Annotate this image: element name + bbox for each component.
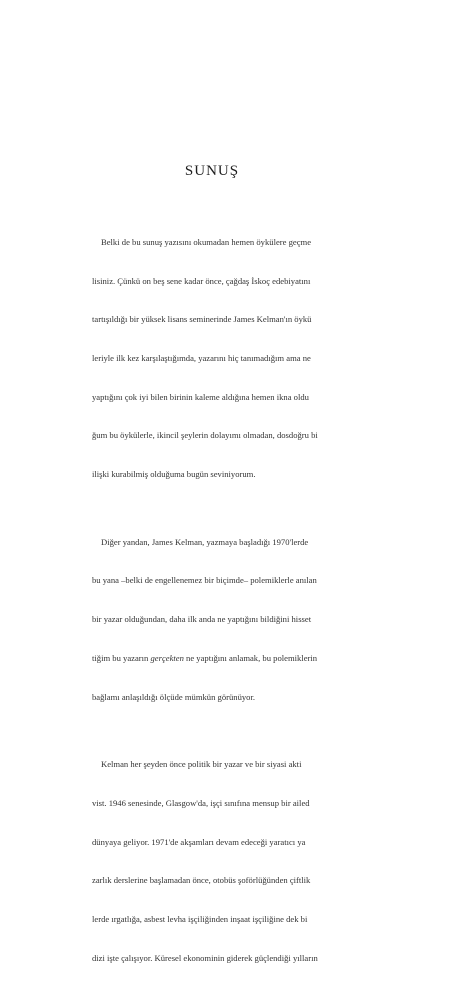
text-run: tiğim bu yazarın [92, 652, 151, 663]
text-line: Kelman her şeyden önce politik bir yazar ve bir siyasi akti [101, 759, 302, 770]
text-line: lisiniz. Çünkü on beş sene kadar önce, çağdaş İskoç edebiyatını [92, 275, 311, 286]
text-line: Belki de bu sunuş yazısını okumadan hemen öykülere geçme [101, 236, 312, 247]
paragraph-2 [92, 510, 452, 729]
text-line: zarlık derslerine başlamadan önce, otobüs şoförlüğünden çiftlik [92, 875, 311, 886]
paragraph-3 [92, 732, 452, 990]
text-line: bağlamı anlaşıldığı ölçüde mümkün görünüyor. [92, 691, 256, 702]
text-line: yaptığını çok iyi bilen birinin kaleme aldığına hemen ikna oldu [92, 391, 309, 402]
text-line: Diğer yandan, James Kelman, yazmaya başladığı 1970'lerde [101, 536, 309, 547]
text-line: bu yana –belki de engellenemez bir biçimde– polemiklerle anılan [92, 575, 317, 586]
text-line: ilişki kurabilmiş olduğuma bugün seviniyorum. [92, 469, 256, 480]
text-run: ne yaptığını anlamak, bu polemiklerin [183, 652, 318, 663]
text-line: vist. 1946 senesinde, Glasgow'da, işçi sınıfına mensup bir ailed [92, 797, 310, 808]
text-line: lerde ırgatlığa, asbest levha işçiliğinden inşaat işçiliğine dek bi [92, 914, 308, 925]
text-line: tartışıldığı bir yüksek lisans seminerinde James Kelman'ın öykü [92, 314, 312, 325]
italic-word: gerçekten [150, 652, 184, 663]
text-line-with-italic [92, 652, 452, 665]
text-line: leriyle ilk kez karşılaştığımda, yazarını hiç tanımadığım ama ne [92, 352, 311, 363]
text-line: dünyaya geliyor. 1971'de akşamları devam edeceği yaratıcı ya [92, 836, 306, 847]
text-line: bir yazar olduğundan, daha ilk anda ne yaptığını bildiğini hisset [92, 614, 312, 625]
page-title: SUNUŞ [184, 163, 240, 179]
text-line: ğum bu öykülerle, ikincil şeylerin dolayımı olmadan, dosdoğru bi [92, 430, 318, 441]
body-text [92, 210, 452, 994]
paragraph-1 [92, 210, 452, 507]
text-line: dizi işte çalışıyor. Küresel ekonominin giderek güçlendiği yılların [92, 952, 318, 963]
